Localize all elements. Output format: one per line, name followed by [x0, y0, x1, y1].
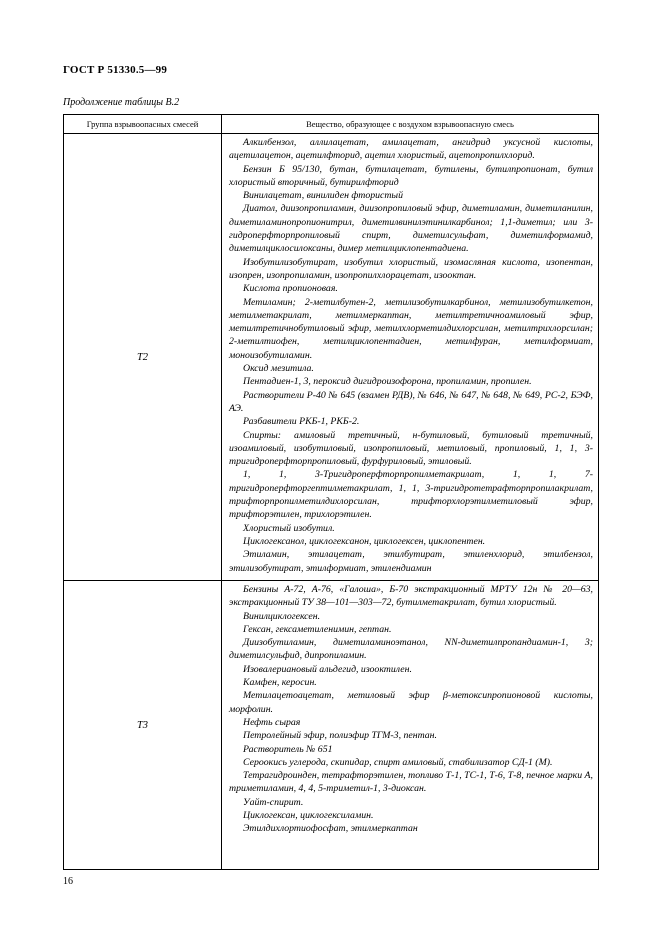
substance-paragraph: Этиламин, этилацетат, этилбутират, этиленхлорид, этилбензол, этилизобутират, этилформиат, этилендиамин — [229, 549, 593, 574]
table-header-row — [64, 115, 599, 134]
substance-paragraph: Изовалериановый альдегид, изооктилен. — [243, 663, 412, 675]
substance-paragraph: Спирты: амиловый третичный, н-бутиловый, бутиловый третичный, изоамиловый, изобутиловый, изопропиловый, метиловый, пропиловый, 1, 1, 3-тригидроперфторпропиловый, фурфуриловый, этиловый. — [229, 429, 593, 468]
substances-cell-t2 — [222, 134, 599, 581]
substance-paragraph: Алкилбензол, аллилацетат, амилацетат, ангидрид уксусной кислоты, ацетилацетон, ацетилфторид, ацетил хлористый, ацетопропилхлорид. — [229, 137, 593, 162]
substance-paragraph: Растворитель № 651 — [243, 743, 333, 755]
substance-paragraph: Тетрагидроинден, тетрафторэтилен, топливо Т-1, ТС-1, Т-6, Т-8, печное марки А, триметиламин, 4, 4, 5-триметил-1, 3-диоксан. — [229, 770, 593, 795]
header-group-column: Группа взрывоопасных смесей — [64, 115, 222, 134]
substances-table — [63, 114, 599, 870]
substance-paragraph: Винилциклогексен. — [243, 610, 321, 622]
substance-paragraph: Этилдихлортиофосфат, этилмеркаптан — [243, 823, 418, 835]
substance-paragraph: Уайт-спирит. — [243, 796, 304, 808]
substance-paragraph: Петролейный эфир, полиэфир ТГМ-3, пентан. — [243, 730, 437, 742]
header-substance-column: Вещество, образующее с воздухом взрывоопасную смесь — [222, 115, 599, 134]
substance-paragraph: Хлористый изобутил. — [243, 522, 335, 534]
substance-paragraph: Изобутилизобутират, изобутил хлористый, изомасляная кислота, изопентан, изопрен, изопропиламин, изопропилхлорацетат, изооктан. — [229, 256, 593, 281]
doc-number: ГОСТ Р 51330.5—99 — [63, 64, 168, 76]
substance-paragraph: Пентадиен-1, 3, пероксид дигидроизофорона, пропиламин, пропилен. — [243, 376, 532, 388]
table-caption: Продолжение таблицы В.2 — [63, 97, 180, 108]
substance-paragraph: Циклогексан, циклогексиламин. — [243, 810, 374, 822]
substance-paragraph: Диатол, диизопропиламин, диизопропиловый эфир, диметиламин, диметиланилин, диметиламинопропионитрил, диметилвинилэтинилкарбинол; 1,1-диметил; или 3-гидроперфторпропиловый спирт, диметилсульфат, диметилформамид, диметилциклосилоксаны, димер метилциклопентадиена. — [229, 203, 593, 255]
table-row — [64, 134, 599, 581]
table-row — [64, 581, 599, 870]
substance-paragraph: Гексан, гексаметиленимин, гептан. — [243, 623, 392, 635]
substance-paragraph: Оксид мезитила. — [243, 363, 314, 375]
substance-paragraph: Сероокись углерода, скипидар, спирт амиловый, стабилизатор СД-1 (М). — [243, 756, 553, 768]
substance-paragraph: Нефть сырая — [243, 716, 301, 728]
substance-paragraph: Бензин Б 95/130, бутан, бутилацетат, бутилены, бутилпропионат, бутил хлористый вторичный, бутирилфторид — [229, 163, 593, 188]
substance-paragraph: Кислота пропионовая. — [243, 283, 338, 295]
substance-paragraph: Диизобутиламин, диметиламиноэтанол, NN-диметилпропандиамин-1, 3; диметилсульфид, дипропиламин. — [229, 637, 593, 662]
substances-cell-t3 — [222, 581, 599, 870]
substance-paragraph: Метиламин; 2-метилбутен-2, метилизобутилкарбинол, метилизобутилкетон, метилметакрилат, метилмеркаптан, метилтретичноамиловый эфир, метилтретичнобутиловый эфир, метилхлорметилдихлорсилан, метилтрихлорсилан; 2-метилтиофен, метилциклопентадиен, метилфуран, метилформиат, моноизобутиламин. — [229, 296, 593, 361]
substance-paragraph: Метилацетоацетат, метиловый эфир β-метоксипропионовой кислоты, морфолин. — [229, 690, 593, 715]
substance-paragraph: Разбавители РКБ-1, РКБ-2. — [243, 416, 360, 428]
substance-paragraph: Растворители Р-40 № 645 (взамен РДВ), № 646, № 647, № 648, № 649, РС-2, БЭФ, АЭ. — [229, 389, 593, 414]
substance-paragraph: Камфен, керосин. — [243, 677, 317, 689]
group-label-t2: Т2 — [64, 134, 222, 581]
group-label-t3: Т3 — [64, 581, 222, 870]
page-number: 16 — [63, 876, 73, 887]
substance-paragraph: Циклогексанол, циклогексанон, циклогексен, циклопентен. — [243, 535, 486, 547]
substance-paragraph: Винилацетат, винилиден фтористый — [243, 190, 403, 202]
substance-paragraph: 1, 1, 3-Тригидроперфторпропилметакрилат, 1, 1, 7-тригидроперфторгептилметакрилат, 1, 1, 3-тригидротетрафторпропилакрилат, трифторпропилметилдихлорсилан, трифторхлорэтилметиловый эфир, трифторэтилен, трихлорэтилен. — [229, 469, 593, 521]
substance-paragraph: Бензины А-72, А-76, «Галоша», Б-70 экстракционный МРТУ 12н № 20—63, экстракционный ТУ 38—101—303—72, бутилметакрилат, бутил хлористый. — [229, 584, 593, 609]
